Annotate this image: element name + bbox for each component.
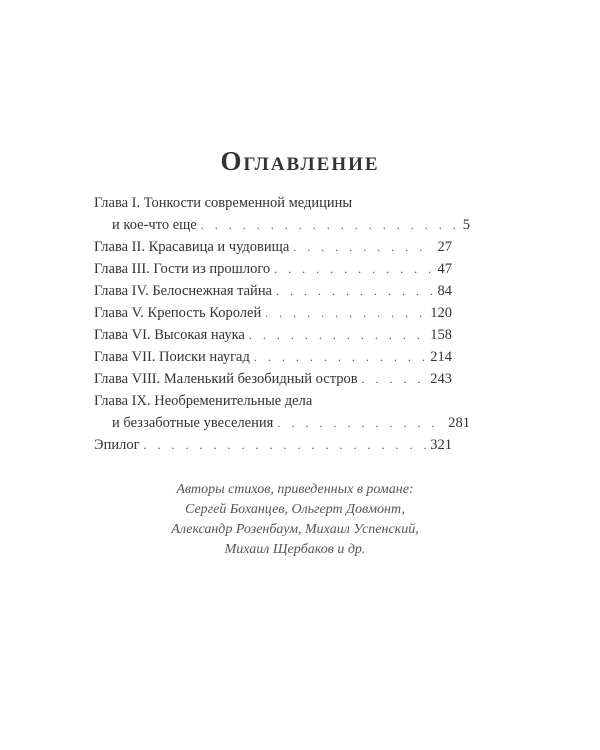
dot-leader bbox=[144, 434, 427, 456]
dot-leader bbox=[362, 368, 427, 390]
toc-entry-text: Глава VI. Высокая наука bbox=[94, 327, 245, 343]
toc-entry-text: Глава IV. Белоснежная тайна bbox=[94, 283, 273, 299]
toc-page-number: 281 bbox=[448, 415, 470, 431]
toc-entry-3[interactable] bbox=[94, 258, 452, 280]
dot-leader bbox=[265, 302, 426, 324]
table-of-contents bbox=[94, 192, 470, 456]
toc-page-number: 47 bbox=[437, 261, 452, 277]
credits-line: Сергей Боханцев, Ольгерт Довмонт, bbox=[185, 502, 405, 517]
toc-entry-4[interactable] bbox=[94, 280, 452, 302]
dot-leader bbox=[277, 412, 444, 434]
toc-entry-2[interactable] bbox=[94, 236, 452, 258]
toc-entry-6[interactable] bbox=[94, 324, 452, 346]
toc-entry-text: и кое-что еще bbox=[112, 217, 197, 233]
toc-page-number: 243 bbox=[430, 371, 452, 387]
toc-entry-text: Глава VIII. Маленький безобидный остров bbox=[94, 371, 358, 387]
toc-entry-5[interactable] bbox=[94, 302, 452, 324]
poetry-credits bbox=[0, 480, 590, 560]
dot-leader bbox=[249, 324, 426, 346]
dot-leader bbox=[274, 258, 433, 280]
toc-page-number: 27 bbox=[437, 239, 452, 255]
toc-page-number: 214 bbox=[430, 349, 452, 365]
dot-leader bbox=[254, 346, 426, 368]
toc-entry-text: и беззаботные увеселения bbox=[112, 415, 274, 431]
toc-entry-9-heading bbox=[94, 390, 452, 412]
dot-leader bbox=[201, 214, 459, 236]
credits-line: Александр Розенбаум, Михаил Успенский, bbox=[171, 522, 419, 537]
toc-page-number: 5 bbox=[462, 217, 470, 233]
toc-entry-text: Глава II. Красавица и чудовища bbox=[94, 239, 290, 255]
toc-entry-text: Глава V. Крепость Королей bbox=[94, 305, 262, 321]
toc-entry-1-heading bbox=[94, 192, 452, 214]
toc-page-number: 120 bbox=[430, 305, 452, 321]
toc-entry-1[interactable] bbox=[94, 214, 470, 236]
toc-entry-9[interactable] bbox=[94, 412, 470, 434]
toc-entry-8[interactable] bbox=[94, 368, 452, 390]
credits-line: Михаил Щербаков и др. bbox=[224, 542, 366, 557]
toc-entry-10[interactable] bbox=[94, 434, 452, 456]
toc-entry-7[interactable] bbox=[94, 346, 452, 368]
toc-entry-text: Глава I. Тонкости современной медицины bbox=[94, 195, 353, 211]
toc-entry-text: Глава VII. Поиски наугад bbox=[94, 349, 250, 365]
credits-line: Авторы стихов, приведенных в романе: bbox=[176, 482, 414, 497]
dot-leader bbox=[276, 280, 433, 302]
toc-entry-text: Эпилог bbox=[94, 437, 140, 453]
toc-entry-text: Глава III. Гости из прошлого bbox=[94, 261, 271, 277]
dot-leader bbox=[293, 236, 433, 258]
page-title: Оглавление bbox=[220, 146, 380, 176]
toc-page-number: 321 bbox=[430, 437, 452, 453]
toc-page-number: 158 bbox=[430, 327, 452, 343]
toc-page-number: 84 bbox=[437, 283, 452, 299]
toc-entry-text: Глава IX. Необременительные дела bbox=[94, 393, 313, 409]
